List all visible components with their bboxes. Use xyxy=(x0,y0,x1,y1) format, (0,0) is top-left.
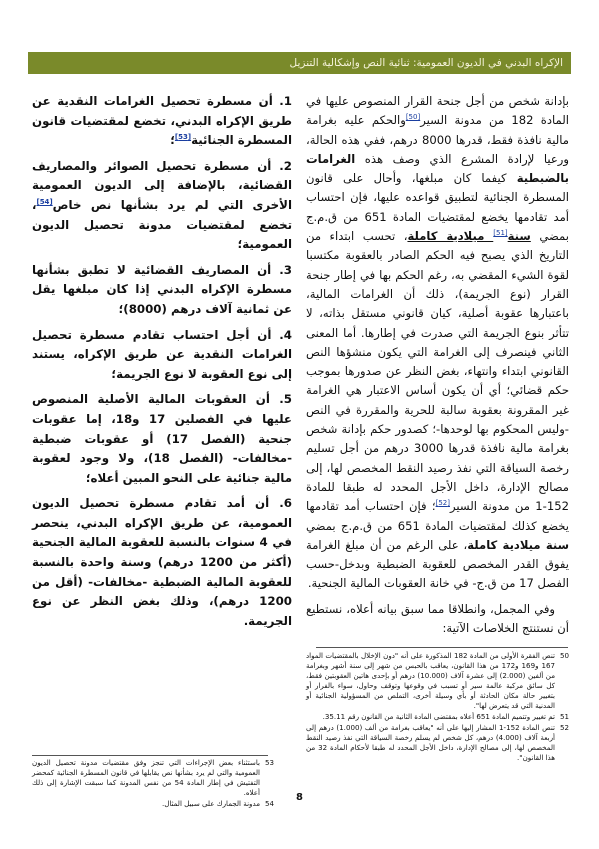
right-column xyxy=(306,92,569,638)
footnote-ref-53[interactable]: [53] xyxy=(174,133,192,142)
list-item: 4. أن أجل احتساب تقادم مسطرة تحصيل الغرامات النقدية عن طريق الإكراه، يستند إلى نوع العقوبة لا نوع الجريمة؛ xyxy=(32,327,292,381)
footnote-ref-50[interactable]: [50] xyxy=(405,113,421,122)
running-header: الإكراه البدني في الديون العمومية: ثنائية النص وإشكالية التنزيل xyxy=(28,52,571,74)
footnote-ref-54[interactable]: [54] xyxy=(36,198,53,207)
footnote: 53 باستثناء بعض الإجراءات التي تنجز وفق مقتضيات مدونة تحصيل الديون العمومية والتي لم يرد بشأنها نص يقابلها في قانون المسطرة الجنائية كمحضر التفتيش في إطار المادة 54 من نفس المدونة كما سبقت الإشارة إلى ذلك أعلاه. xyxy=(32,758,274,797)
list-item: 6. أن أمد تقادم مسطرة تحصيل الديون العمومية، عن طريق الإكراه البدني، ينحصر في 4 سنوات بالنسبة للعقوبة المالية الجنحية (أكثر من 1200 درهم) وسنة واحدة بالنسبة للعقوبة المالية الضبطية -مخالفات- (أقل من 1200 درهم)، وذلك بغض النظر عن نوع الجريمة. xyxy=(32,496,292,628)
bold-term: الغرامات بالضبطية xyxy=(306,151,569,186)
footnote: 54 مدونة الجمارك على سبيل المثال. xyxy=(161,799,274,808)
footnote-divider xyxy=(32,755,268,756)
conclusions-list xyxy=(32,92,292,637)
bold-term: سنة xyxy=(507,229,531,244)
bold-term: ميلادية كاملة xyxy=(407,229,494,244)
body-paragraph-2: وفي المجمل، وانطلاقا مما سبق بيانه أعلاه، نستطيع أن نستنتج الخلاصات الآتية: xyxy=(306,601,569,636)
footnote: 51 تم تغيير وتتميم المادة 651 أعلاه بمقتضى المادة الثانية من القانون رقم 35.11. xyxy=(322,712,569,721)
list-item: 1. أن مسطرة تحصيل الغرامات النقدية عن طريق الإكراه البدني، تخضع لمقتضيات قانون المسطرة الجنائية[53]؛ xyxy=(32,94,292,148)
bold-term: سنة ميلادية كاملة xyxy=(467,537,569,552)
list-item: 3. أن المصاريف القضائية لا تطبق بشأنها مسطرة الإكراه البدني إذا كان مبلغها يقل عن ثمانية آلاف درهم (8000)؛ xyxy=(32,262,292,316)
footnote: 50 تنص الفقرة الأولى من المادة 182 المذكورة على أنه "دون الإخلال بالمقتضيات المواد 167 و169 و172 من هذا القانون، يعاقب بالحبس من شهر إلى سنة أشهر وبغرامة من ألفين (2.000) إلى عشرة آلاف (10.000) درهم أو بإحدى هاتين العقوبتين فقط، كل سائق مركبة عالمة سير أو تسبب في وقوعها وتوقف وحاول، سواء بالفرار أو بتغيير حالة مكان الحادثة أو بأي وسيلة أخرى، التملص من المسؤولية الجنائية أو المدنية التي قد يتعرض لها". xyxy=(306,651,569,710)
footnote-divider xyxy=(316,647,568,648)
footnote: 52 تنص المادة 152-1 المشار إليها على أنه "يعاقب بغرامة من ألف (1.000) درهم إلى أربعة آلاف (4.000) درهم، كل شخص لم يسلم رخصة السياقة التي نفذ رصيد النقط المخصص لها، إلى مصالح الإدارة، داخل الأجل المحدد له طبقا لأحكام المادة 32 من هذا القانون". xyxy=(306,723,569,762)
footnotes-right xyxy=(306,651,569,764)
page-number: 8 xyxy=(296,792,303,803)
footnote-ref-51[interactable]: [51] xyxy=(493,229,508,238)
list-item: 2. أن مسطرة تحصيل الصوائر والمصاريف القضائية، بالإضافة إلى الديون العمومية الأخرى التي لم يرد بشأنها نص خاص[54]، تخضع لمقتضيات مدونة تحصيل الديون العمومية؛ xyxy=(32,158,292,252)
list-item: 5. أن العقوبات المالية الأصلية المنصوص عليها في الفصلين 17 و18، إما عقوبات جنحية (الفصل 17) أو عقوبات ضبطية -مخالفات- (الفصل 18)، ولا وجود لعقوبة مالية جنائية على النحو المبين أعلاه؛ xyxy=(32,392,292,485)
footnote-ref-52[interactable]: [52] xyxy=(435,499,450,508)
body-paragraph-1: بإدانة شخص من أجل جنحة القرار المنصوص عليها في المادة 182 من مدونة السير[50]والحكم عليه بغرامة مالية نافذة فقط، قدرها 8000 درهم، ففي هذه الحالة، ورعيا لإرادة المشرع الذي وصف هذه الغرامات بالضبطية كيفما كان مبلغها، وأحال على قانون المسطرة الجنائية لتطبيق قواعده عليها، فإن احتساب أمد تقادمها يخضع لمقتضيات المادة 651 من ق.م.ج بمضي سنة[51] ميلادية كاملة، تحسب ابتداء من التاريخ الذي يصبح فيه الحكم الصادر بالعقوبة مكتسبا لقوة الشيء المقضي به، رغم الحكم بها في إطار جنحة القرار (نوع الجريمة)، ذلك أن الغرامات المالية، باعتبارها عقوبة أصلية، كيان قانوني مستقل بذاته، لا تتأثر بنوع الجريمة التي صدرت في إطارها. أما المعنى الثاني فينصرف إلى الغرامة التي يكون منشؤها النص القانوني ابتداء وانتهاء، بغض النظر عن صدورها بموجب حكم قضائي؛ أي أن يكون أساس الاعتبار هي الغرامة غير المقرونة بعقوبة سالبة للحرية والمقررة في النص -وليس المحكوم بها لوحدها-؛ كصدور حكم بإدانة شخص بغرامة مالية نافذة قدرها 3000 درهم من أجل تسليم رخصة السياقة التي نفذ رصيد النقط المخصص لها، إلى مصالح الإدارة، داخل الأجل المحدد له طبقا للمادة 152-1 من مدونة السير[52]؛ فإن احتساب أمد تقادمها يخضع كذلك لمقتضيات المادة 651 من ق.م.ج بمضي سنة ميلادية كاملة، على الرغم من أن مبلغ الغرامة يفوق القدر المخصص للعقوبة الضبطية وبدخل-حسب الفصل 17 من ق.ج- في خانة العقوبات المالية الجنحية. xyxy=(306,94,570,591)
